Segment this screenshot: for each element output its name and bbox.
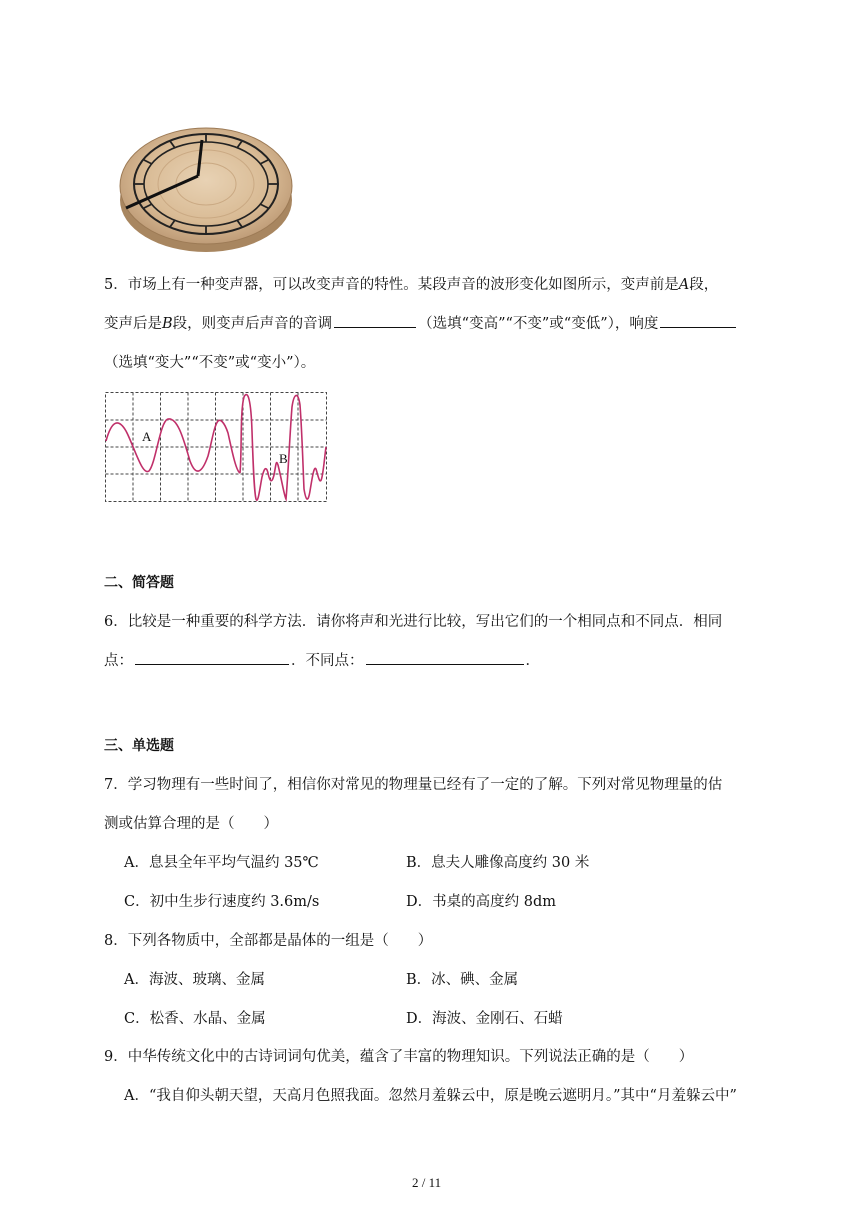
question-8-option-d[interactable]: D．海波、金刚石、石蜡 (406, 1011, 563, 1027)
question-5-text-seg: 段， (689, 277, 719, 293)
question-7-option-b[interactable]: B．息夫人雕像高度约 30 米 (406, 855, 590, 871)
question-5-text-3: （选填“变大”“不变”或“变小”）。 (104, 355, 316, 371)
pitch-answer-blank[interactable] (334, 312, 416, 328)
similarity-answer-blank[interactable] (135, 649, 289, 665)
question-7-option-c[interactable]: C．初中生步行速度约 3.6m/s (124, 894, 320, 910)
question-9-option-a[interactable]: A．“我自仰头朝天望，天高月色照我面。忽然月羞躲云中，原是晚云遮明月。”其中“月羞躲云中” (124, 1088, 737, 1104)
question-6-text-2c: ． (525, 653, 540, 669)
loudness-answer-blank[interactable] (660, 312, 736, 328)
question-7-option-d[interactable]: D．书桌的高度约 8dm (406, 894, 556, 910)
question-6-text-2a: 点： (104, 653, 133, 669)
section-3-heading: 三、单选题 (104, 738, 174, 754)
question-7-line-2: 测或估算合理的是（ ） (104, 816, 278, 832)
question-8-stem: 8．下列各物质中，全部都是晶体的一组是（ ） (104, 933, 433, 949)
waveform-label-a: A (142, 429, 152, 444)
question-5-line-2 (104, 312, 738, 333)
question-7-option-a[interactable]: A．息县全年平均气温约 35℃ (124, 855, 319, 871)
question-5-line-3 (104, 351, 315, 372)
waveform-figure (104, 391, 330, 505)
waveform-a (106, 419, 240, 473)
question-5-number: 5． (104, 277, 128, 293)
question-7-line-1 (104, 773, 722, 794)
difference-answer-blank[interactable] (366, 649, 524, 665)
question-6-text-1: 比较是一种重要的科学方法．请你将声和光进行比较，写出它们的一个相同点和不同点．相同 (127, 614, 723, 630)
variable-a: A (678, 277, 690, 293)
question-8-option-a[interactable]: A．海波、玻璃、金属 (124, 972, 265, 988)
sundial-image (116, 118, 296, 254)
waveform-label-b: B (279, 451, 288, 466)
variable-b: B (162, 316, 173, 332)
question-6-number: 6． (104, 614, 128, 630)
question-5-line-1 (104, 273, 718, 294)
question-6-line-2 (104, 649, 540, 670)
question-6-line-1 (104, 610, 722, 631)
page-number: 2 / 11 (412, 1175, 442, 1190)
question-6-text-2b: ．不同点： (291, 653, 364, 669)
question-5-text-1: 市场上有一种变声器，可以改变声音的特性。某段声音的波形变化如图所示，变声前是 (127, 277, 679, 293)
section-2-heading: 二、简答题 (104, 575, 174, 591)
question-7-number: 7． (104, 777, 128, 793)
question-7-text-1: 学习物理有一些时间了，相信你对常见的物理量已经有了一定的了解。下列对常见物理量的估 (127, 777, 723, 793)
question-5-text-2b: 段，则变声后声音的音调 (172, 316, 333, 332)
question-8-option-c[interactable]: C．松香、水晶、金属 (124, 1011, 266, 1027)
question-5-text-2a: 变声后是 (104, 316, 162, 332)
question-9-stem: 9．中华传统文化中的古诗词词句优美，蕴含了丰富的物理知识。下列说法正确的是（ ） (104, 1049, 694, 1065)
question-5-text-2c: （选填“变高”“不变”或“变低”），响度 (418, 316, 659, 332)
question-8-option-b[interactable]: B．冰、碘、金属 (406, 972, 519, 988)
